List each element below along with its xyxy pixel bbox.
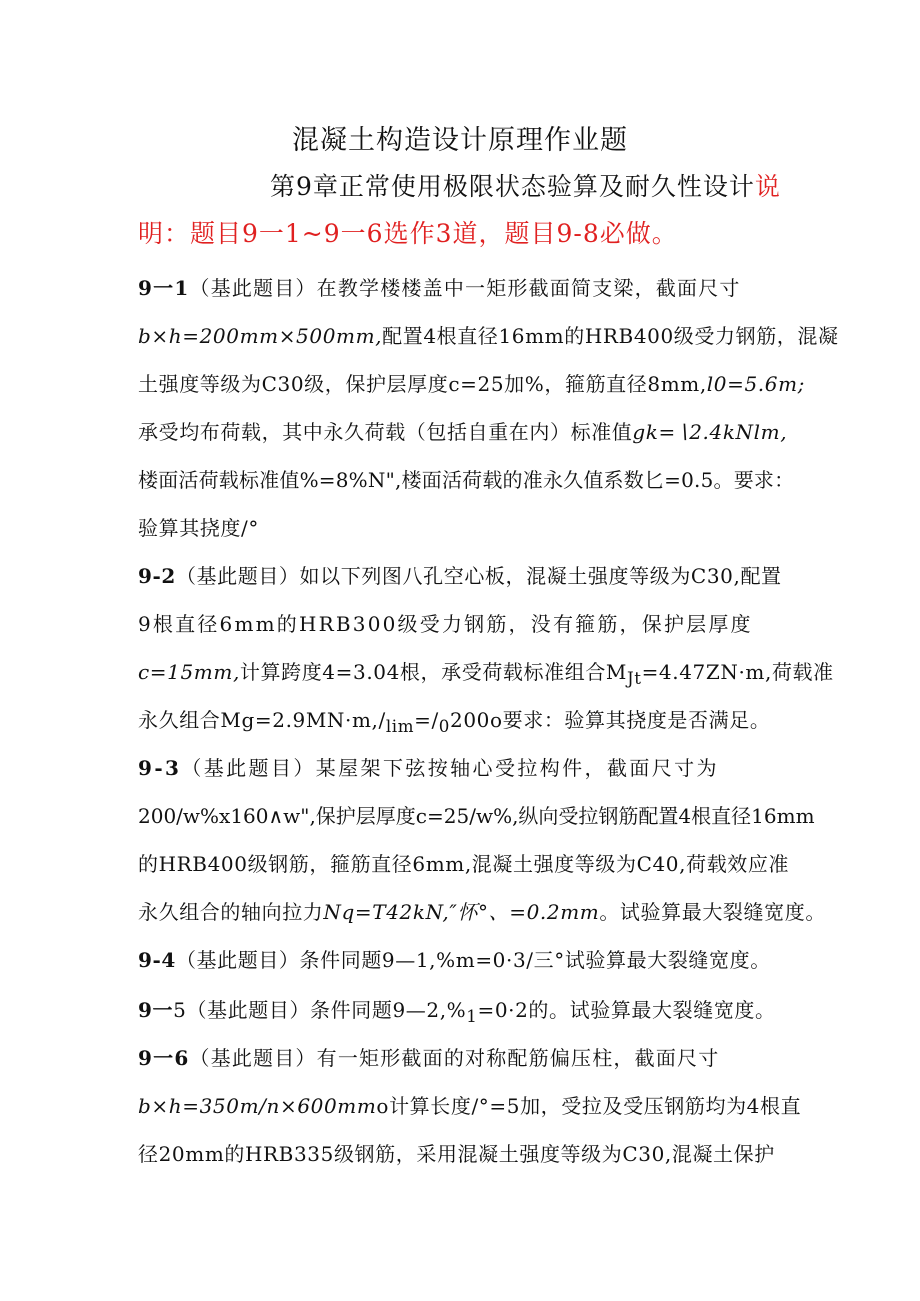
problem-text: 配置4根直径16mm的HRB400级受力钢筋，混凝 (382, 324, 839, 348)
problem-text: 永久组合Mg=2.9MN·m,∕ (138, 708, 386, 732)
problem-text: 计算跨度4=3.04根，承受荷载标准组合M (239, 660, 627, 684)
problem-text: =4.47ZN·m,荷载准 (641, 660, 834, 684)
problem-9-1-line-2 (138, 320, 839, 349)
subscript: 1 (466, 1007, 478, 1026)
chapter-title: 第9章正常使用极限状态验算及耐久性设计 (270, 172, 755, 201)
problem-text: （基此题目）有一矩形截面的对称配筋偏压柱，截面尺寸 (189, 1046, 720, 1070)
problem-text: o计算长度/°=5加，受拉及受压钢筋均为4根直 (376, 1094, 802, 1118)
formula: b×h=200mm×500mm, (138, 324, 383, 348)
problem-9-5-line-1 (138, 994, 776, 1026)
subscript: Jt (627, 669, 642, 688)
problem-number: 9-4 (138, 948, 176, 972)
problem-number: 9-2 (138, 564, 176, 588)
problem-number: 9一6 (138, 1046, 190, 1070)
problem-text: 承受均布荷载，其中永久荷载（包括自重在内）标准值 (138, 420, 633, 444)
problem-9-3-line-1 (138, 752, 719, 781)
document-title: 混凝土构造设计原理作业题 (292, 125, 628, 156)
formula: c=15mm, (138, 660, 240, 684)
problem-9-4-line-1 (138, 944, 771, 973)
problem-text: （基此题目）某屋架下弦按轴心受拉构件，截面尺寸为 (181, 756, 719, 780)
problem-text: 5（基此题目）条件同题9—2,% (173, 998, 467, 1022)
note-head: 说 (754, 172, 781, 201)
subscript: 0 (438, 717, 450, 736)
problem-9-2-line-3 (138, 656, 834, 688)
formula: l0=5.6m; (706, 372, 805, 396)
subscript: lim (385, 717, 415, 736)
problem-9-2-line-2: 9根直径6mm的HRB300级受力钢筋，没有箍筋，保护层厚度 (138, 612, 753, 636)
problem-text: 。试验算最大裂缝宽度。 (599, 900, 826, 924)
formula: b×h=350m∕n×600mm (138, 1094, 377, 1118)
problem-9-3-line-4 (138, 896, 826, 925)
problem-9-3-line-3: 的HRB400级钢筋，箍筋直径6mm,混凝土强度等级为C40,荷载效应准 (138, 852, 790, 876)
problem-9-1-line-4 (138, 416, 787, 445)
problem-text: =∕ (414, 708, 439, 732)
formula: ″怀°、=0.2mm (449, 900, 600, 924)
problem-text: 200o要求：验算其挠度是否满足。 (450, 708, 771, 732)
problem-9-1-line-3 (138, 368, 805, 397)
problem-9-6-line-2 (138, 1090, 801, 1119)
problem-text: （基此题目）如以下列图八孔空心板，混凝土强度等级为C30,配置 (175, 564, 782, 588)
problem-9-2-line-1 (138, 560, 782, 589)
problem-text: =0·2的。试验算最大裂缝宽度。 (477, 998, 776, 1022)
problem-9-1-line-5: 楼面活荷载标准值%=8%N",楼面活荷载的准永久值系数匕=0.5。要求： (138, 468, 795, 492)
problem-number: 9-3 (138, 756, 182, 780)
formula: gk=∖2.4kNlm, (632, 420, 788, 444)
problem-text: 永久组合的轴向拉力 (138, 900, 324, 924)
problem-9-2-line-4 (138, 704, 770, 736)
problem-9-3-line-2: 200∕w%x160∧w",保护层厚度c=25∕w%,纵向受拉钢筋配置4根直径16mm (138, 804, 815, 828)
problem-number: 9一 (138, 998, 174, 1022)
problem-9-6-line-3: 径20mm的HRB335级钢筋，采用混凝土强度等级为C30,混凝土保护 (138, 1142, 775, 1166)
formula: Nq=T42kN, (323, 900, 450, 924)
problem-9-1-line-1 (138, 272, 741, 301)
problem-number: 9一1 (138, 276, 190, 300)
chapter-heading (270, 167, 781, 203)
problem-9-1-line-6: 验算其挠度/° (138, 516, 259, 540)
problem-text: （基此题目）条件同题9—1,%m=0·3∕三°试验算最大裂缝宽度。 (175, 948, 771, 972)
assignment-note: 明：题目9一1~9一6选作3道，题目9-8必做。 (138, 219, 678, 248)
problem-9-6-line-1 (138, 1042, 719, 1071)
problem-text: 土强度等级为C30级，保护层厚度c=25加%，箍筋直径8mm, (138, 372, 707, 396)
problem-text: （基此题目）在教学楼楼盖中一矩形截面简支梁，截面尺寸 (189, 276, 741, 300)
